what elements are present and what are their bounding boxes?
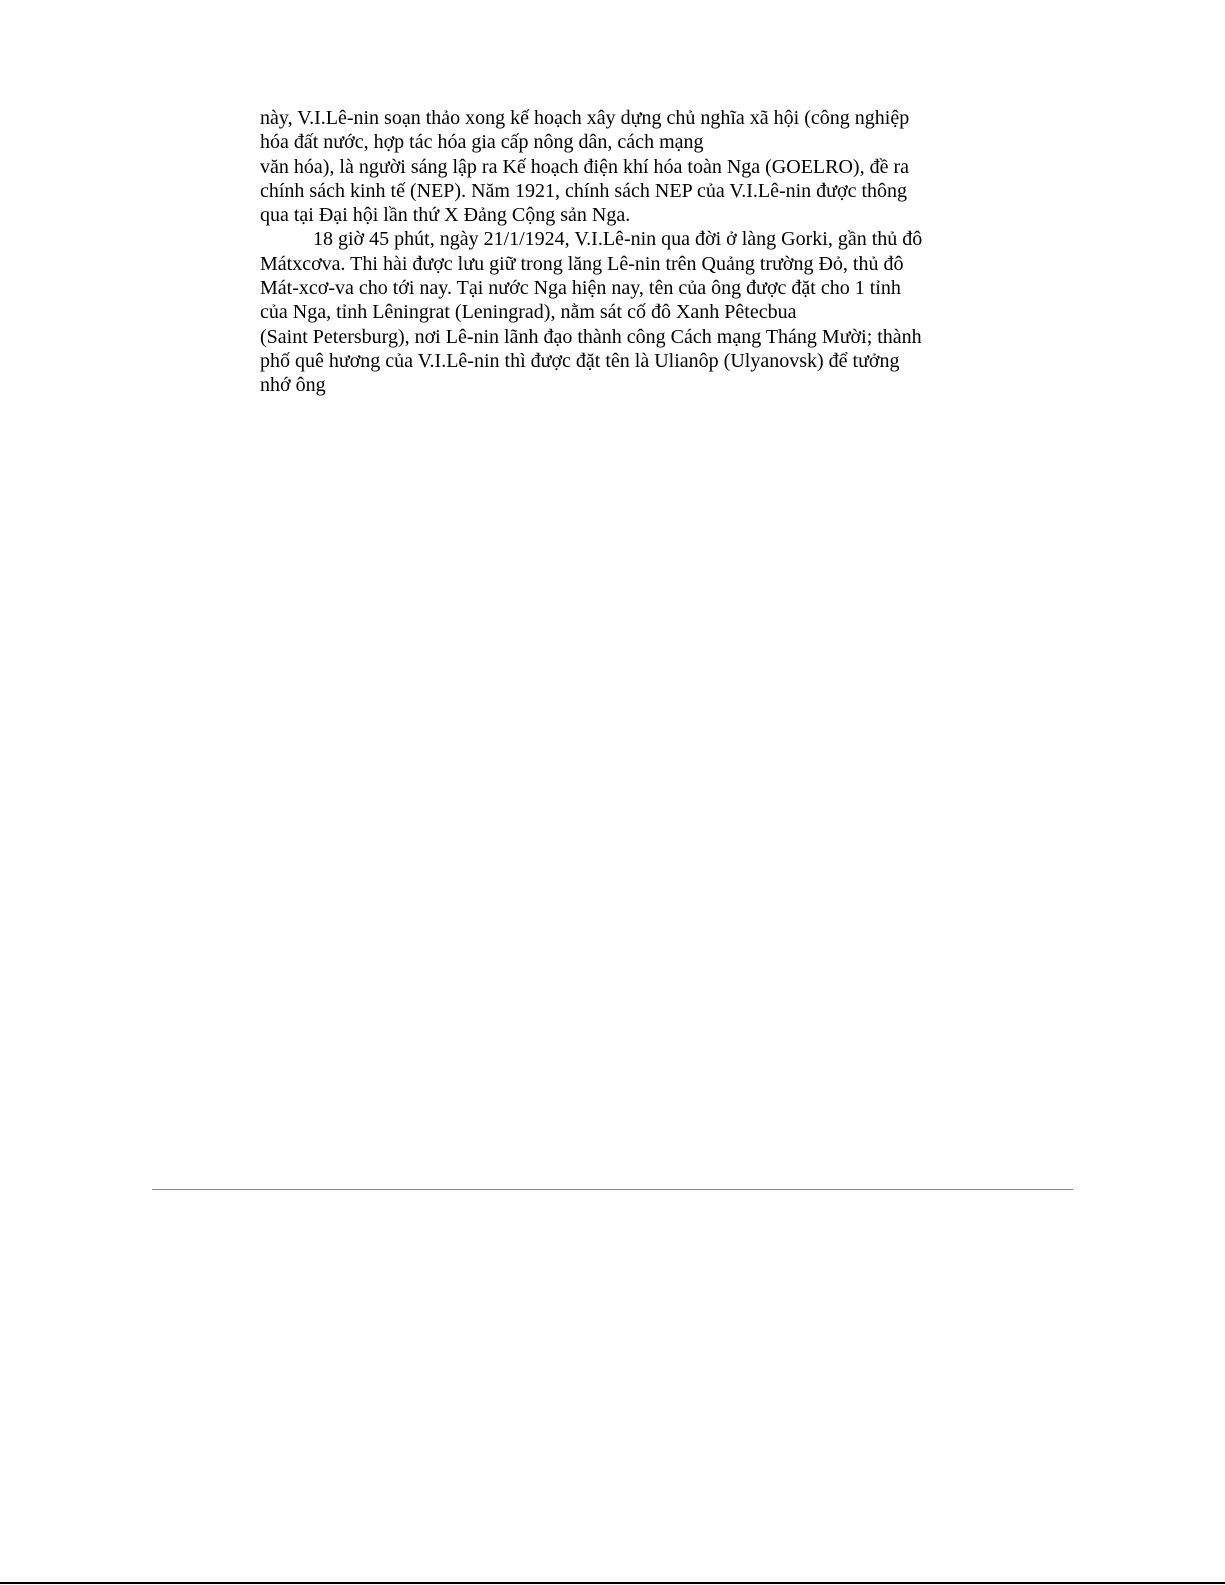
text-line: 18 giờ 45 phút, ngày 21/1/1924, V.I.Lê-nin qua đời ở làng Gorki, gần thủ đô (313, 228, 923, 251)
text-line: của Nga, tỉnh Lêningrat (Leningrad), nằm sát cố đô Xanh Pêtecbua (260, 301, 797, 324)
text-line: phố quê hương của V.I.Lê-nin thì được đặt tên là Ulianôp (Ulyanovsk) để tưởng (260, 349, 900, 372)
text-line: (Saint Petersburg), nơi Lê-nin lãnh đạo thành công Cách mạng Tháng Mười; thành (260, 325, 922, 348)
text-line: hóa đất nước, hợp tác hóa gia cấp nông dân, cách mạng (260, 131, 704, 154)
body-text (260, 106, 960, 398)
text-line: nhớ ông (260, 374, 326, 397)
text-line: chính sách kinh tế (NEP). Năm 1921, chính sách NEP của V.I.Lê-nin được thông (260, 179, 908, 202)
footer-divider (152, 1189, 1073, 1190)
paragraph-2 (260, 227, 960, 397)
text-line: này, V.I.Lê-nin soạn thảo xong kế hoạch xây dựng chủ nghĩa xã hội (công nghiệp (260, 107, 910, 129)
text-line: Mát-xcơ-va cho tới nay. Tại nước Nga hiện nay, tên của ông được đặt cho 1 tỉnh (260, 277, 901, 300)
text-line: qua tại Đại hội lần thứ X Đảng Cộng sản Nga. (260, 204, 631, 227)
text-line: văn hóa), là người sáng lập ra Kế hoạch điện khí hóa toàn Nga (GOELRO), đề ra (260, 155, 909, 178)
paragraph-1 (260, 106, 960, 227)
page-bottom-edge (0, 1582, 1225, 1584)
text-line: Mátxcơva. Thi hài được lưu giữ trong lăng Lê-nin trên Quảng trường Đỏ, thủ đô (260, 252, 904, 275)
